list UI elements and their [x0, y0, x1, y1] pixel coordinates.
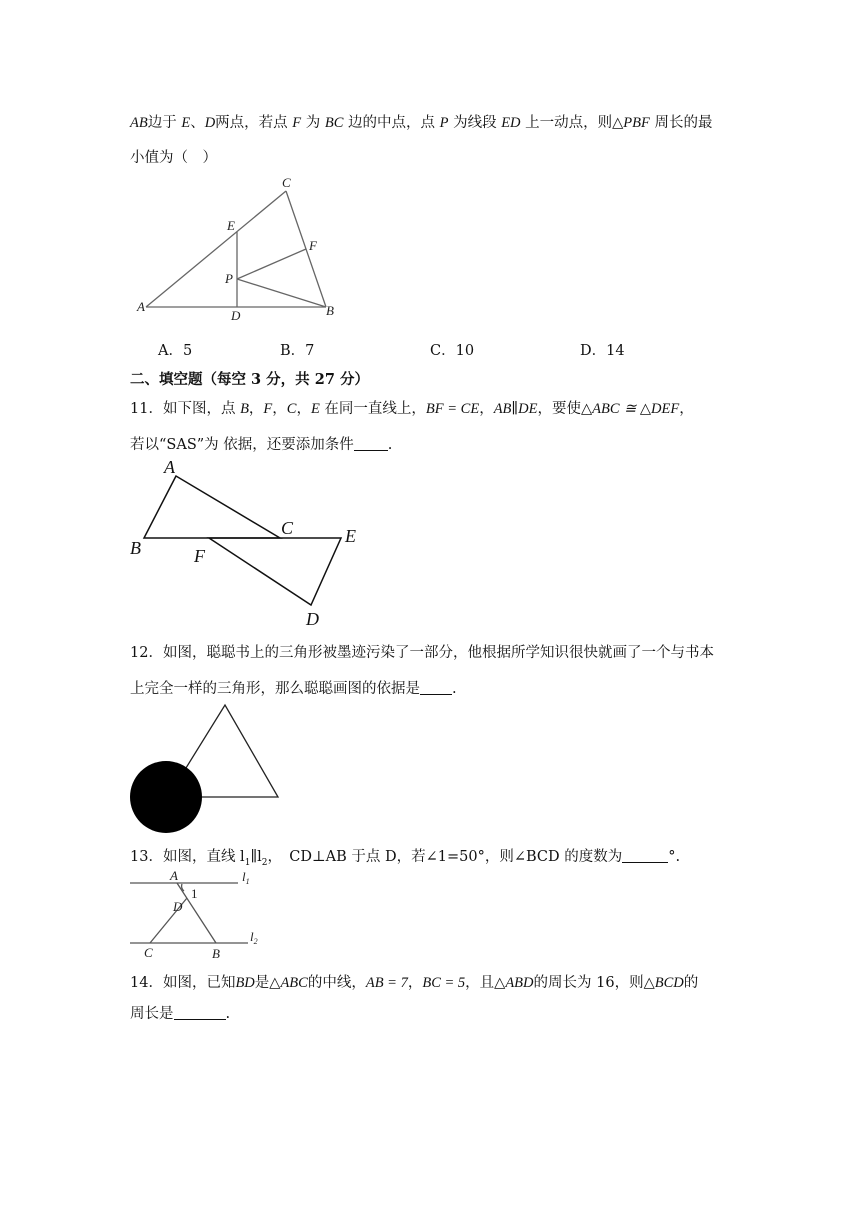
label-c: C: [144, 945, 153, 960]
answer-blank: [420, 680, 452, 695]
q10-text: 为线段: [453, 115, 497, 131]
q10-text: ED: [501, 115, 521, 131]
label-e: E: [227, 218, 235, 233]
label-p: P: [225, 271, 233, 286]
q10-text: E: [181, 115, 191, 131]
q10-text: AB: [130, 115, 148, 131]
label-angle-1: 1: [191, 886, 198, 901]
label-a: A: [137, 299, 145, 314]
answer-blank: [354, 436, 388, 451]
label-e: E: [345, 526, 356, 546]
q10-text: 为: [305, 115, 321, 131]
label-l2: $l_2$: [250, 929, 258, 946]
q10-text: D: [204, 115, 216, 131]
label-a: A: [164, 457, 175, 477]
q10-line1: [130, 111, 712, 132]
q14-line2: 周长是 .: [130, 1006, 231, 1022]
q11-line2: 若以“SAS”为 依据，还要添加条件 .: [130, 437, 393, 453]
label-c: C: [281, 518, 294, 538]
q10-line2: 小值为（ ）: [130, 150, 217, 166]
label-c: C: [282, 175, 291, 190]
ink-blot: [130, 761, 202, 833]
q11-line1: 11．如下图，点 B，F，C，E 在同一直线上，BF = CE，AB∥DE，要使△ABC ≅ △DEF，: [130, 401, 694, 417]
section-heading: 二、填空题（每空 3 分，共 27 分）: [130, 371, 369, 388]
label-d: D: [173, 899, 183, 914]
angle-1-arc: [182, 884, 184, 891]
label-b: B: [212, 946, 220, 961]
segment-ab: [177, 883, 216, 943]
q10-text: 周长的最: [654, 115, 713, 131]
segment-cb: [286, 191, 326, 307]
label-l1: $l_1$: [242, 869, 250, 886]
answer-blank: [622, 848, 668, 863]
label-b: B: [326, 303, 334, 318]
option-d: D．14: [580, 343, 625, 359]
segment-ac: [146, 191, 286, 307]
q10-text: 边于: [147, 115, 177, 131]
q10-text: P: [439, 115, 449, 131]
q10-text: 边的中点，点: [348, 115, 435, 131]
triangle-def: [209, 538, 341, 605]
segment-pb: [237, 279, 326, 307]
answer-blank: [174, 1005, 226, 1020]
q10-text: 上一动点，则△: [525, 115, 624, 131]
triangle-outline: [168, 705, 278, 797]
label-f: F: [194, 546, 205, 566]
q13-line: 13．如图，直线 $l_1\parallel l_2$， CD⊥AB 于点 D，若∠1=50°，则∠BCD 的度数为 °.: [130, 849, 681, 868]
q12-line2: 上完全一样的三角形，那么聪聪画图的依据是 .: [130, 681, 457, 697]
option-c: C．10: [430, 343, 475, 359]
segment-cd: [150, 898, 187, 943]
q10-text: F: [292, 115, 302, 131]
q10-text: PBF: [623, 115, 650, 131]
q10-text: 两点，若点: [215, 115, 288, 131]
segment-pf: [237, 249, 306, 279]
label-a: A: [170, 868, 178, 883]
label-b: B: [130, 538, 141, 558]
label-f: F: [309, 238, 317, 253]
option-a: A．5: [158, 343, 193, 359]
triangle-abc: [144, 476, 280, 538]
label-d: D: [306, 609, 319, 629]
q10-text: BC: [324, 115, 344, 131]
q14-line1: 14．如图，已知BD是△ABC的中线，AB = 7，BC = 5，且△ABD的周长为 16，则△BCD的: [130, 975, 699, 991]
q10-text: 、: [190, 115, 205, 131]
label-d: D: [231, 308, 241, 323]
option-b: B．7: [280, 343, 315, 359]
q12-line1: 12．如图，聪聪书上的三角形被墨迹污染了一部分，他根据所学知识很快就画了一个与书本: [130, 645, 714, 661]
